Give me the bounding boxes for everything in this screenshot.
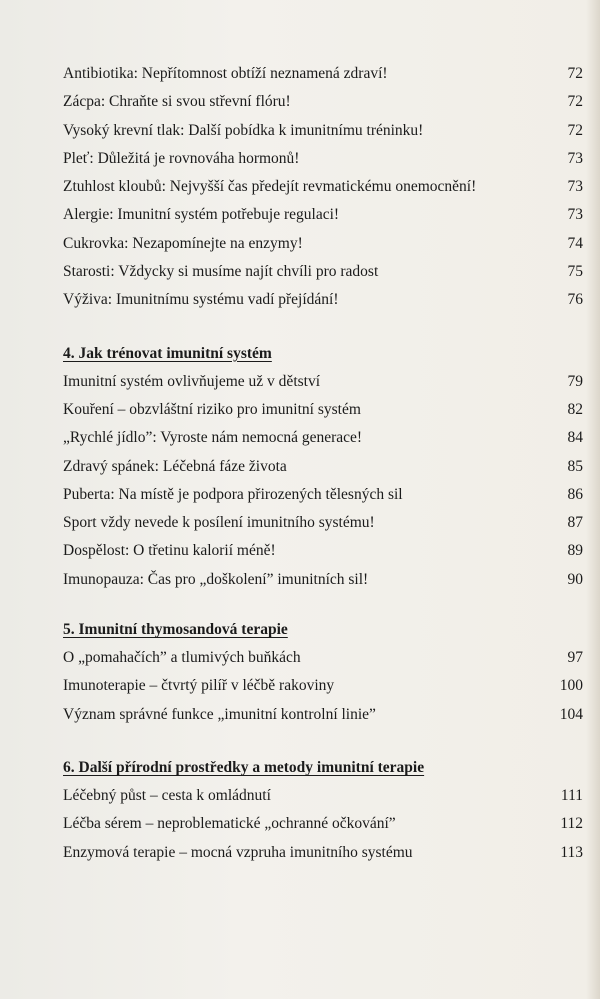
toc-entry-page: 73 (567, 178, 583, 196)
toc-entry-page: 86 (567, 485, 583, 503)
toc-entry (63, 60, 583, 88)
toc-entry-page: 100 (559, 677, 583, 695)
toc-entry-page: 76 (567, 291, 583, 309)
toc-entry-page: 85 (567, 457, 583, 475)
toc-entry (63, 810, 583, 838)
toc-entry-page: 112 (560, 815, 583, 833)
toc-entry-page: 89 (567, 542, 583, 560)
toc-entry (63, 173, 583, 201)
toc-entry-title: Alergie: Imunitní systém potřebuje regulaci! (63, 206, 340, 224)
toc-entry (63, 644, 583, 672)
toc-entry (63, 481, 583, 509)
toc-entry (63, 396, 583, 424)
toc-entry-title: Léčebný půst – cesta k omládnutí (63, 786, 271, 804)
toc-entry (63, 145, 583, 173)
section-heading: 6. Další přírodní prostředky a metody imunitní terapie (63, 758, 425, 776)
toc-entry-page: 75 (567, 263, 583, 281)
toc-entry-title: „Rychlé jídlo”: Vyroste nám nemocná generace! (63, 429, 363, 447)
toc-entry-title: Starosti: Vždycky si musíme najít chvíli pro radost (63, 263, 379, 281)
toc-entry-title: Ztuhlost kloubů: Nejvyšší čas předejít revmatickému onemocnění! (63, 178, 477, 196)
toc-entry-page: 104 (559, 705, 583, 723)
toc-entry (63, 230, 583, 258)
toc-entry-page: 82 (567, 400, 583, 418)
toc-entry-title: Puberta: Na místě je podpora přirozených tělesných sil (63, 485, 403, 503)
page-edge-shadow (586, 0, 600, 999)
toc-entry-title: Kouření – obzvláštní riziko pro imunitní systém (63, 400, 361, 418)
toc-entry-title: Dospělost: O třetinu kalorií méně! (63, 542, 276, 560)
toc-entry-title: Imunoterapie – čtvrtý pilíř v léčbě rakoviny (63, 677, 335, 695)
toc-entry-page: 73 (567, 206, 583, 224)
toc-entry-title: Zdravý spánek: Léčebná fáze života (63, 457, 287, 475)
toc-entry-page: 72 (567, 65, 583, 82)
toc-entry (63, 537, 583, 565)
toc-entry-page: 79 (567, 372, 583, 390)
toc-entry-title: Pleť: Důležitá je rovnováha hormonů! (63, 149, 300, 167)
toc-entry (63, 117, 583, 145)
toc-entry (63, 88, 583, 116)
section-heading: 4. Jak trénovat imunitní systém (63, 344, 272, 362)
section-heading: 5. Imunitní thymosandová terapie (63, 621, 288, 639)
toc-entry-page: 111 (560, 786, 583, 804)
toc-entry (63, 839, 583, 867)
toc-entry-page: 72 (567, 121, 583, 139)
toc-entry (63, 453, 583, 481)
toc-entry-page: 84 (567, 429, 583, 447)
toc-entry-page: 97 (567, 649, 583, 667)
toc-entry-title: Cukrovka: Nezapomínejte na enzymy! (63, 234, 303, 252)
toc-entry-page: 87 (567, 514, 583, 532)
toc-entry-page: 73 (567, 149, 583, 167)
toc-entry (63, 509, 583, 537)
toc-entry-page: 113 (560, 843, 583, 861)
toc-entry-page: 90 (567, 570, 583, 588)
toc-entry-title: O „pomahačích” a tlumivých buňkách (63, 649, 301, 667)
toc-entry (63, 701, 583, 729)
toc-entry (63, 782, 583, 810)
toc-entry (63, 566, 583, 594)
table-of-contents (63, 60, 583, 867)
toc-entry-page: 74 (567, 234, 583, 252)
toc-entry (63, 201, 583, 229)
toc-entry (63, 286, 583, 314)
toc-entry (63, 368, 583, 396)
toc-entry-title: Výživa: Imunitnímu systému vadí přejídání! (63, 291, 339, 309)
toc-entry-page: 72 (567, 93, 583, 111)
toc-entry-title: Vysoký krevní tlak: Další pobídka k imunitnímu tréninku! (63, 121, 424, 139)
toc-entry-title: Antibiotika: Nepřítomnost obtíží neznamená zdraví! (63, 65, 388, 82)
toc-entry (63, 258, 583, 286)
toc-entry-title: Enzymová terapie – mocná vzpruha imunitního systému (63, 843, 413, 861)
toc-entry-title: Význam správné funkce „imunitní kontrolní linie” (63, 705, 376, 723)
toc-entry-title: Sport vždy nevede k posílení imunitního systému! (63, 514, 375, 532)
toc-entry-title: Léčba sérem – neproblematické „ochranné očkování” (63, 815, 396, 833)
toc-entry-title: Imunopauza: Čas pro „doškolení” imunitních sil! (63, 570, 369, 588)
toc-entry (63, 424, 583, 452)
toc-entry (63, 672, 583, 700)
toc-entry-title: Imunitní systém ovlivňujeme už v dětství (63, 372, 321, 390)
toc-entry-title: Zácpa: Chraňte si svou střevní flóru! (63, 93, 291, 111)
